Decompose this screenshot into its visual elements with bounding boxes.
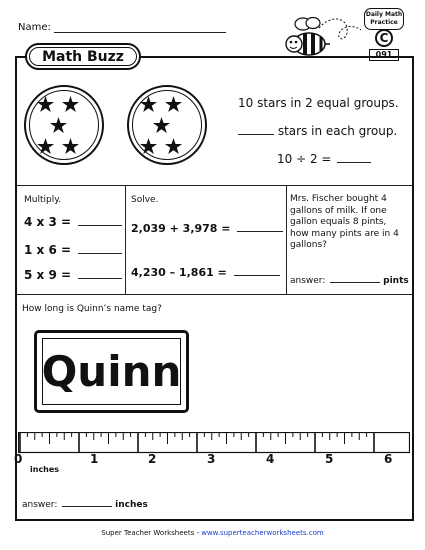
- name-row: [18, 22, 226, 33]
- badge-letter: C: [375, 29, 393, 47]
- stars-line1: 10 stars in 2 equal groups.: [238, 96, 399, 110]
- ruler-tick-label: 0: [14, 452, 23, 466]
- multiply-item: 4 x 3 =: [24, 215, 122, 229]
- star-icon: [62, 138, 79, 155]
- divider: [17, 185, 412, 186]
- answer-blank[interactable]: [337, 162, 371, 163]
- divider: [286, 185, 287, 294]
- answer-blank[interactable]: [78, 278, 122, 279]
- multiply-item: 1 x 6 =: [24, 243, 122, 257]
- measure-question: How long is Quinn’s name tag?: [22, 304, 162, 314]
- answer-blank[interactable]: [330, 282, 380, 283]
- star-icon: [62, 96, 79, 113]
- ruler-tick-label: 3: [207, 452, 216, 466]
- ruler-tick-label: 2: [148, 452, 157, 466]
- ruler-tick-label: 1: [90, 452, 99, 466]
- badge-number: 091: [369, 49, 399, 61]
- word-problem-answer: answer: pints: [290, 276, 409, 286]
- star-icon: [50, 117, 67, 134]
- name-label: Name:: [18, 22, 51, 33]
- page-title: Math Buzz: [25, 43, 141, 70]
- star-icon: [165, 138, 182, 155]
- divider: [17, 294, 412, 295]
- divider: [125, 185, 126, 294]
- solve-label: Solve.: [131, 195, 159, 205]
- star-icon: [140, 138, 157, 155]
- multiply-label: Multiply.: [24, 195, 62, 205]
- star-icon: [153, 117, 170, 134]
- daily-practice-badge: [363, 8, 405, 63]
- answer-blank[interactable]: [234, 275, 280, 276]
- answer-blank[interactable]: [237, 231, 283, 232]
- stars-line2: stars in each group.: [238, 124, 397, 138]
- multiply-item: 5 x 9 =: [24, 268, 122, 282]
- star-icon: [37, 96, 54, 113]
- badge-line2: Practice: [370, 19, 398, 26]
- stars-line3: 10 ÷ 2 =: [277, 152, 371, 166]
- ruler-unit: inches: [30, 465, 60, 474]
- footer: Super Teacher Worksheets - www.superteacherworksheets.com: [101, 529, 324, 537]
- answer-blank[interactable]: [62, 506, 112, 507]
- name-field[interactable]: [54, 22, 226, 33]
- answer-blank[interactable]: [238, 134, 274, 135]
- answer-blank[interactable]: [78, 225, 122, 226]
- star-icon: [165, 96, 182, 113]
- badge-line1: Daily Math: [365, 11, 403, 18]
- solve-item: 4,230 – 1,861 =: [131, 266, 280, 279]
- footer-link[interactable]: www.superteacherworksheets.com: [201, 529, 324, 537]
- solve-item: 2,039 + 3,978 =: [131, 222, 283, 235]
- name-tag: [34, 330, 189, 413]
- word-problem-text: Mrs. Fischer bought 4 gallons of milk. If one gallon equals 8 pints, how many pints are in 4 gallons?: [290, 194, 399, 250]
- answer-blank[interactable]: [78, 253, 122, 254]
- ruler-tick-label: 4: [266, 452, 275, 466]
- ruler-tick-label: 5: [325, 452, 334, 466]
- name-tag-text: Quinn: [42, 338, 181, 405]
- ruler-tick-label: 6: [384, 452, 393, 466]
- measure-answer: answer: inches: [22, 500, 148, 510]
- star-icon: [140, 96, 157, 113]
- star-icon: [37, 138, 54, 155]
